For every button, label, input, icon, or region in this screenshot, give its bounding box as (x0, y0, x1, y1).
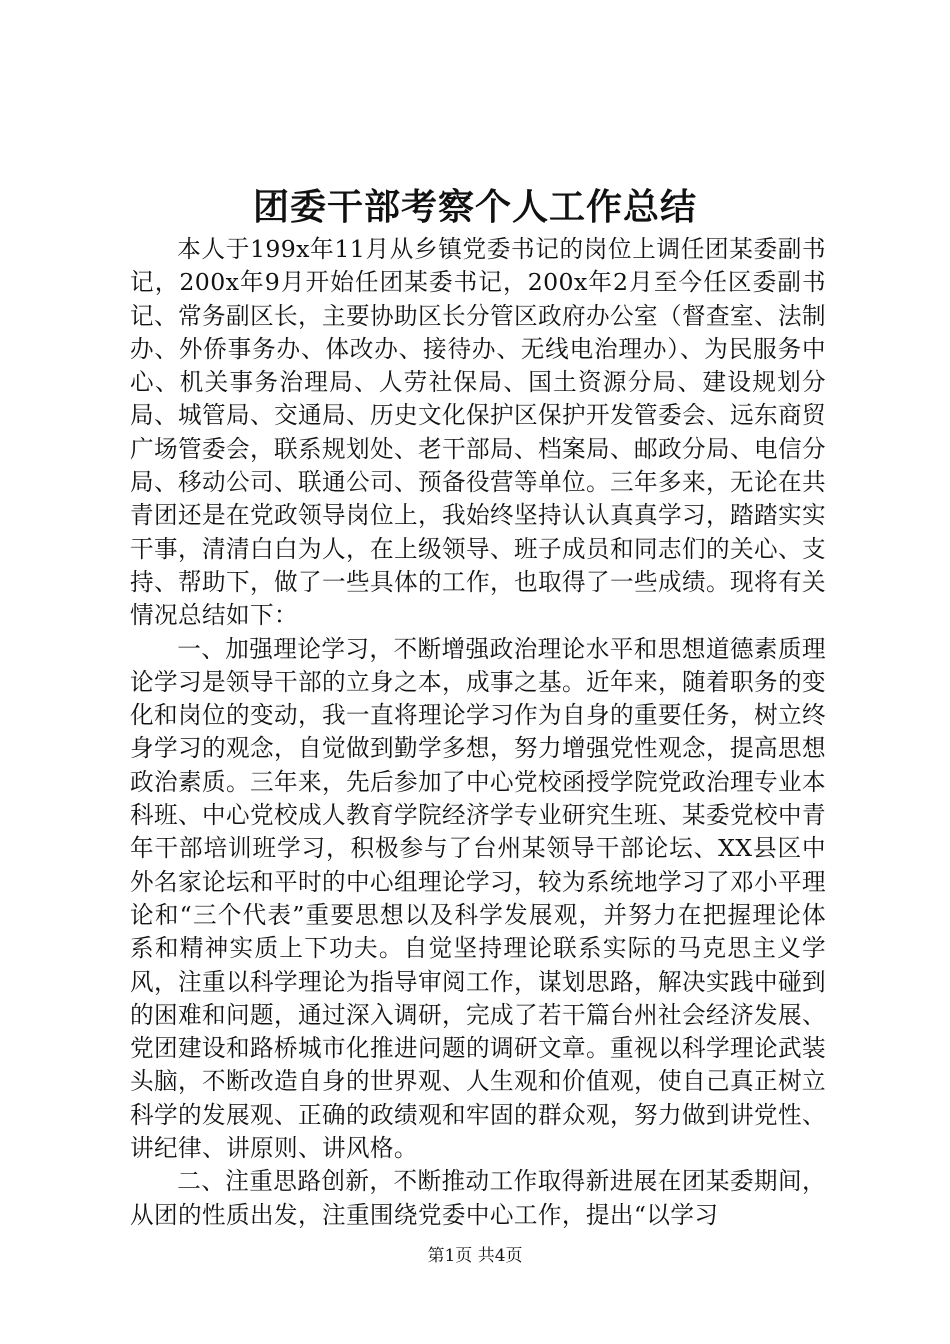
paragraph-section-2: 二、注重思路创新，不断推动工作取得新进展在团某委期间，从团的性质出发，注重围绕党委中心工作，提出“以学习 (130, 1167, 826, 1229)
document-body (130, 233, 826, 1232)
paragraph-section-1: 一、加强理论学习，不断增强政治理论水平和思想道德素质理论学习是领导干部的立身之本，成事之基。近年来，随着职务的变化和岗位的变动，我一直将理论学习作为自身的重要任务，树立终身学习的观念，自觉做到勤学多想，努力增强党性观念，提高思想政治素质。三年来，先后参加了中心党校函授学院党政治理专业本科班、中心党校成人教育学院经济学专业研究生班、某委党校中青年干部培训班学习，积极参与了台州某领导干部论坛、XX县区中外名家论坛和平时的中心组理论学习，较为系统地学习了邓小平理论和“三个代表”重要思想以及科学发展观，并努力在把握理论体系和精神实质上下功夫。自觉坚持理论联系实际的马克思主义学风，注重以科学理论为指导审阅工作，谋划思路，解决实践中碰到的困难和问题，通过深入调研，完成了若干篇台州社会经济发展、党团建设和路桥城市化推进问题的调研文章。重视以科学理论武装头脑，不断改造自身的世界观、人生观和价值观，使自己真正树立科学的发展观、正确的政绩观和牢固的群众观，努力做到讲党性、讲纪律、讲原则、讲风格。 (130, 634, 826, 1163)
page-number-footer: 第1页 共4页 (427, 1246, 523, 1266)
document-title: 团委干部考察个人工作总结 (252, 186, 697, 228)
paragraph-intro: 本人于199x年11月从乡镇党委书记的岗位上调任团某委副书记，200x年9月开始任团某委书记，200x年2月至今任区委副书记、常务副区长，主要协助区长分管区政府办公室（督查室、法制办、外侨事务办、体改办、接待办、无线电治理办）、为民服务中心、机关事务治理局、人劳社保局、国土资源分局、建设规划分局、城管局、交通局、历史文化保护区保护开发管委会、远东商贸广场管委会，联系规划处、老干部局、档案局、邮政分局、电信分局、移动公司、联通公司、预备役营等单位。三年多来，无论在共青团还是在党政领导岗位上，我始终坚持认认真真学习，踏踏实实干事，清清白白为人，在上级领导、班子成员和同志们的关心、支持、帮助下，做了一些具体的工作，也取得了一些成绩。现将有关情况总结如下： (130, 235, 826, 630)
